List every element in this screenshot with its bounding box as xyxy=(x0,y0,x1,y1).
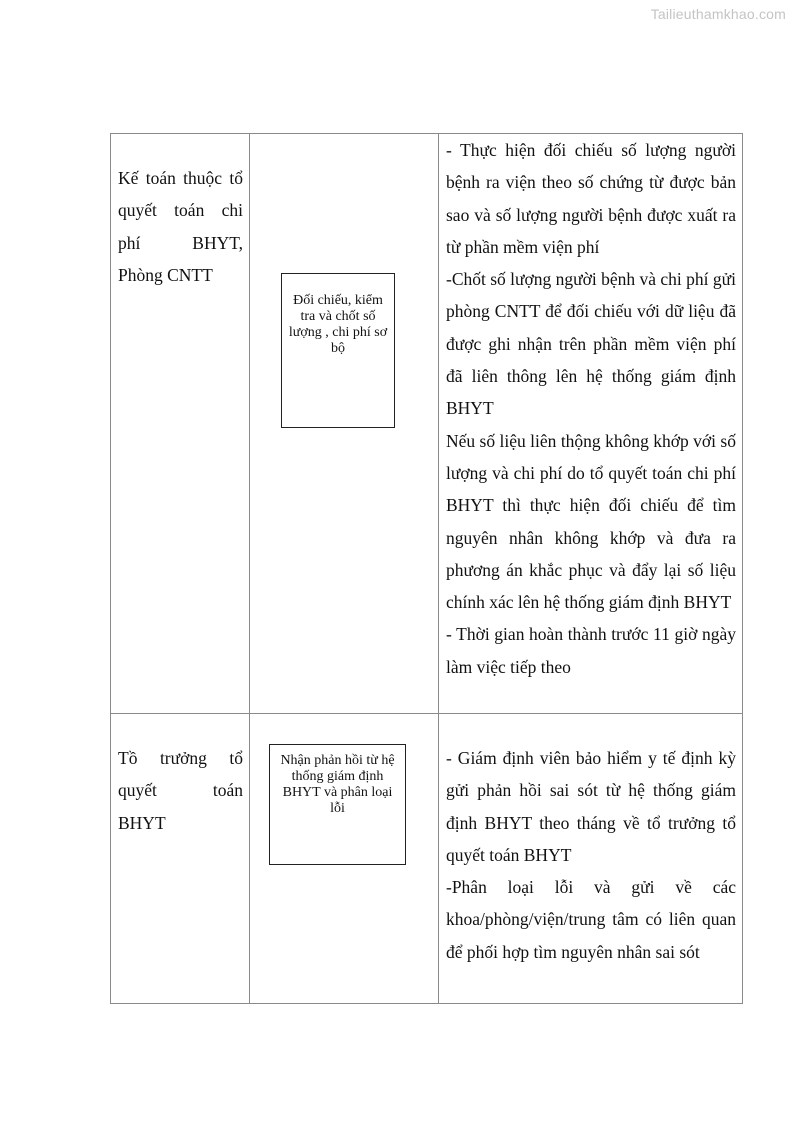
table-row xyxy=(111,134,743,714)
description-paragraph: -Phân loại lỗi và gửi về các khoa/phòng/viện/trung tâm có liên quan để phối hợp tìm nguyên nhân sai sót xyxy=(446,877,736,962)
description-text xyxy=(439,134,742,685)
description-paragraph: - Giám định viên bảo hiểm y tế định kỳ gửi phản hồi sai sót từ hệ thống giám định BHYT theo tháng về tổ trưởng tổ quyết toán BHYT xyxy=(446,748,736,865)
description-cell xyxy=(439,714,743,1004)
description-paragraph: Nếu số liệu liên thộng không khớp với số lượng và chi phí do tổ quyết toán chi phí BHYT thì thực hiện đối chiếu để tìm nguyên nhân không khớp và đưa ra phương án khắc phục và đẩy lại số liệu chính xác lên hệ thống giám định BHYT xyxy=(446,430,736,613)
table-row xyxy=(111,714,743,1004)
process-table xyxy=(110,133,743,1004)
description-paragraph: - Thời gian hoàn thành trước 11 giờ ngày làm việc tiếp theo xyxy=(446,624,736,677)
description-paragraph: -Chốt số lượng người bệnh và chi phí gửi phòng CNTT để đối chiếu với dữ liệu đã được ghi nhận trên phần mềm viện phí đã liên thông lên hệ thống giám định BHYT xyxy=(446,269,736,419)
role-text: Kế toán thuộc tổ quyết toán chi phí BHYT, Phòng CNTT xyxy=(118,168,243,285)
role-text: Tồ trưởng tổ quyết toán BHYT xyxy=(118,748,243,833)
description-cell xyxy=(439,134,743,714)
description-text xyxy=(439,714,742,974)
watermark: Tailieuthamkhao.com xyxy=(650,6,786,22)
flowchart-step-box: Đối chiếu, kiểm tra và chốt số lượng , chi phí sơ bộ xyxy=(281,273,395,428)
description-paragraph: - Thực hiện đối chiếu số lượng người bệnh ra viện theo số chứng từ được bản sao và số lượng người bệnh được xuất ra từ phần mềm viện phí xyxy=(446,140,736,257)
role-cell xyxy=(111,134,250,714)
flowchart-step-box: Nhận phản hồi từ hệ thống giám định BHYT và phân loại lỗi xyxy=(269,744,406,865)
role-cell xyxy=(111,714,250,1004)
